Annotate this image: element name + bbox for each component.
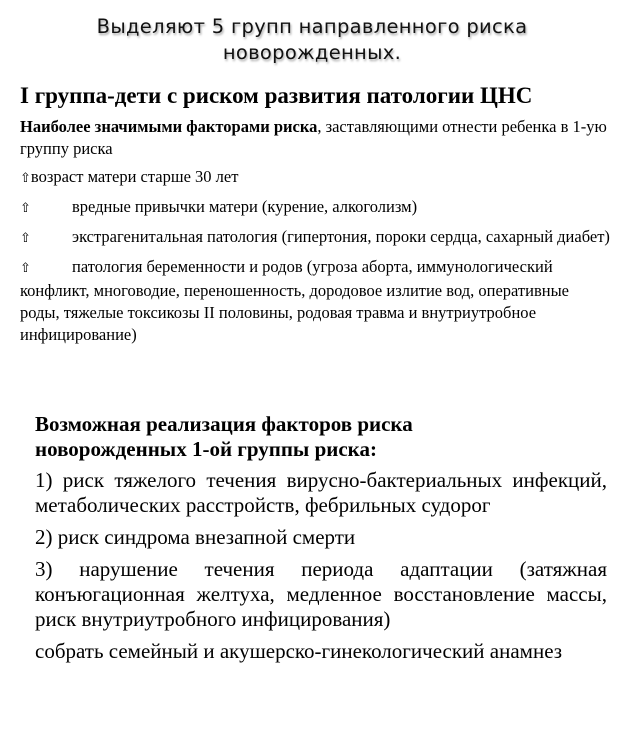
up-arrow-icon: ⇧ xyxy=(20,261,31,276)
intro-rest-text: , заставляющими отнести ребенка в 1-ую группу риска xyxy=(20,117,607,158)
realization-heading-line-1: Возможная реализация факторов риска xyxy=(35,412,413,436)
intro-bold-text: Наиболее значимыми факторами риска xyxy=(20,117,318,136)
slide-title-line-1: Выделяют 5 групп направленного риска xyxy=(96,15,528,38)
slide-title-line-2: новорожденных. xyxy=(222,41,402,64)
slide-title xyxy=(0,14,624,66)
up-arrow-icon: ⇧ xyxy=(20,231,31,246)
list-item xyxy=(20,226,610,250)
list-item xyxy=(20,196,610,220)
factor-text: вредные привычки матери (курение, алкоголизм) xyxy=(72,197,418,216)
list-item xyxy=(20,166,610,190)
realization-heading xyxy=(35,412,607,462)
list-item: 3) нарушение течения периода адаптации (затяжная конъюгационная желтуха, медленное восстановление массы, риск внутриутробного инфицирования) xyxy=(35,557,607,631)
factor-text: экстрагенитальная патология (гипертония, пороки сердца, сахарный диабет) xyxy=(72,227,610,246)
list-item: собрать семейный и акушерско-гинекологический анамнез xyxy=(35,639,563,663)
list-item xyxy=(20,256,610,346)
risk-factor-list xyxy=(20,166,610,352)
group-1-heading: I группа-дети с риском развития патологии ЦНС xyxy=(20,83,533,108)
risk-factors-intro xyxy=(20,116,610,160)
realization-heading-line-2: новорожденных 1-ой группы риска: xyxy=(35,437,377,461)
up-arrow-icon: ⇧ xyxy=(20,171,31,186)
list-item: 1) риск тяжелого течения вирусно-бактериальных инфекций, метаболических расстройств, фебрильных судорог xyxy=(35,468,607,517)
factor-text: возраст матери старше 30 лет xyxy=(30,167,239,186)
factor-text: патология беременности и родов (угроза аборта, иммунологический конфликт, многоводие, переношенность, дородовое излитие вод, оперативные роды, тяжелые токсикозы II половины, родовая травма и внутриутробное инфицирование) xyxy=(20,257,569,344)
up-arrow-icon: ⇧ xyxy=(20,201,31,216)
risk-realization-section xyxy=(35,412,607,671)
list-item: 2) риск синдрома внезапной смерти xyxy=(35,525,356,549)
